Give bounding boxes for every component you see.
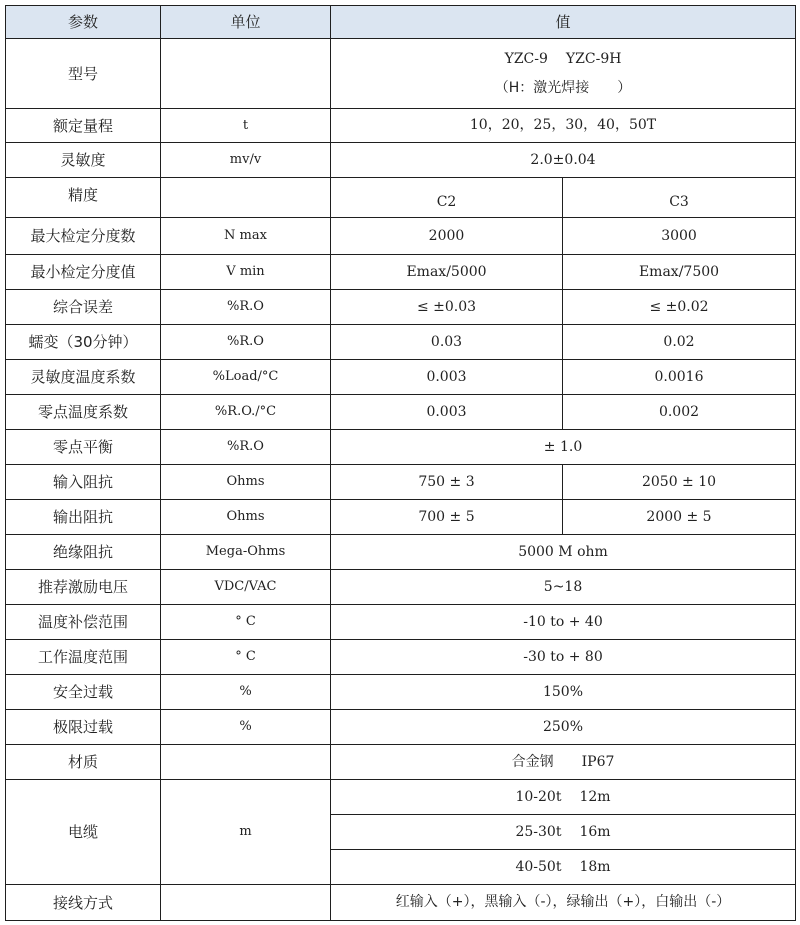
input-res-c2: 750 ± 3: [331, 465, 563, 500]
zero-temp-c3: 0.002: [563, 395, 796, 430]
output-res-c2: 700 ± 5: [331, 500, 563, 535]
header-row: [6, 6, 796, 39]
max-div-label: 最大检定分度数: [6, 218, 161, 255]
cable-unit: m: [161, 780, 331, 885]
accuracy-label: 精度: [6, 178, 161, 218]
wiring-label: 接线方式: [6, 885, 161, 921]
min-div-unit: V min: [161, 255, 331, 290]
material-unit: [161, 745, 331, 780]
cable-label: 电缆: [6, 780, 161, 885]
safe-overload-label: 安全过载: [6, 675, 161, 710]
cable-len-2: 16m: [579, 823, 611, 840]
input-res-unit: Ohms: [161, 465, 331, 500]
row-safe-overload: [6, 675, 796, 710]
model-name-b: YZC-9H: [565, 50, 622, 67]
zero-balance-unit: %R.O: [161, 430, 331, 465]
cable-range-1: 10-20t: [515, 788, 562, 805]
temp-sens-c3: 0.0016: [563, 360, 796, 395]
row-ult-overload: [6, 710, 796, 745]
row-material: [6, 745, 796, 780]
zero-temp-label: 零点温度系数: [6, 395, 161, 430]
sensitivity-unit: mv/v: [161, 143, 331, 178]
input-res-label: 输入阻抗: [6, 465, 161, 500]
excitation-label: 推荐激励电压: [6, 570, 161, 605]
wiring-unit: [161, 885, 331, 921]
safe-overload-value: 150%: [331, 675, 796, 710]
row-zero-balance: [6, 430, 796, 465]
material-label: 材质: [6, 745, 161, 780]
model-value: [331, 39, 796, 109]
row-cable-1: [6, 780, 796, 815]
ult-overload-value: 250%: [331, 710, 796, 745]
excitation-unit: VDC/VAC: [161, 570, 331, 605]
zero-balance-value: ± 1.0: [331, 430, 796, 465]
min-div-c3: Emax/7500: [563, 255, 796, 290]
row-output-res: [6, 500, 796, 535]
model-unit: [161, 39, 331, 109]
creep-c2: 0.03: [331, 325, 563, 360]
combined-error-c2: ≤ ±0.03: [331, 290, 563, 325]
accuracy-unit: [161, 178, 331, 218]
temp-sens-unit: %Load/°C: [161, 360, 331, 395]
header-unit: 单位: [161, 6, 331, 39]
accuracy-c3: C3: [563, 178, 796, 218]
model-line-1: [331, 51, 795, 68]
row-insulation: [6, 535, 796, 570]
combined-error-label: 综合误差: [6, 290, 161, 325]
cable-range-2: 25-30t: [515, 823, 562, 840]
comp-temp-label: 温度补偿范围: [6, 605, 161, 640]
model-line-2: （H：激光焊接 ）: [494, 79, 632, 96]
rated-range-value: 10，20，25，30，40，50T: [331, 109, 796, 143]
spec-table: [5, 5, 796, 921]
sensitivity-label: 灵敏度: [6, 143, 161, 178]
excitation-value: 5~18: [331, 570, 796, 605]
comp-temp-unit: ° C: [161, 605, 331, 640]
insulation-label: 绝缘阻抗: [6, 535, 161, 570]
row-min-div: [6, 255, 796, 290]
row-model: [6, 39, 796, 109]
zero-temp-c2: 0.003: [331, 395, 563, 430]
model-name-a: YZC-9: [504, 50, 548, 67]
row-zero-temp: [6, 395, 796, 430]
header-value: 值: [331, 6, 796, 39]
safe-overload-unit: %: [161, 675, 331, 710]
ult-overload-label: 极限过载: [6, 710, 161, 745]
material-value: [331, 745, 796, 780]
min-div-c2: Emax/5000: [331, 255, 563, 290]
cable-range-3: 40-50t: [515, 858, 562, 875]
output-res-label: 输出阻抗: [6, 500, 161, 535]
insulation-value: 5000 M ohm: [331, 535, 796, 570]
op-temp-label: 工作温度范围: [6, 640, 161, 675]
zero-balance-label: 零点平衡: [6, 430, 161, 465]
row-combined-error: [6, 290, 796, 325]
input-res-c3: 2050 ± 10: [563, 465, 796, 500]
row-op-temp: [6, 640, 796, 675]
cable-len-3: 18m: [579, 858, 611, 875]
output-res-c3: 2000 ± 5: [563, 500, 796, 535]
comp-temp-value: -10 to + 40: [331, 605, 796, 640]
row-rated-range: [6, 109, 796, 143]
max-div-c3: 3000: [563, 218, 796, 255]
combined-error-unit: %R.O: [161, 290, 331, 325]
creep-unit: %R.O: [161, 325, 331, 360]
max-div-c2: 2000: [331, 218, 563, 255]
temp-sens-c2: 0.003: [331, 360, 563, 395]
max-div-unit: N max: [161, 218, 331, 255]
row-creep: [6, 325, 796, 360]
wiring-value: 红输入（+），黑输入（-），绿输出（+），白输出（-）: [331, 885, 796, 921]
row-accuracy: [6, 178, 796, 218]
min-div-label: 最小检定分度值: [6, 255, 161, 290]
row-comp-temp: [6, 605, 796, 640]
row-input-res: [6, 465, 796, 500]
material-name: 合金钢: [511, 753, 554, 770]
cable-row-3: [331, 850, 796, 885]
material-ip: IP67: [581, 753, 615, 770]
row-sensitivity: [6, 143, 796, 178]
model-label: 型号: [6, 39, 161, 109]
row-max-div: [6, 218, 796, 255]
op-temp-value: -30 to + 80: [331, 640, 796, 675]
cable-len-1: 12m: [579, 788, 611, 805]
row-temp-sens: [6, 360, 796, 395]
header-param: 参数: [6, 6, 161, 39]
combined-error-c3: ≤ ±0.02: [563, 290, 796, 325]
cable-row-1: [331, 780, 796, 815]
creep-label: 蠕变（30分钟）: [6, 325, 161, 360]
temp-sens-label: 灵敏度温度系数: [6, 360, 161, 395]
op-temp-unit: ° C: [161, 640, 331, 675]
rated-range-unit: t: [161, 109, 331, 143]
zero-temp-unit: %R.O./°C: [161, 395, 331, 430]
creep-c3: 0.02: [563, 325, 796, 360]
sensitivity-value: 2.0±0.04: [331, 143, 796, 178]
row-excitation: [6, 570, 796, 605]
rated-range-label: 额定量程: [6, 109, 161, 143]
insulation-unit: Mega-Ohms: [161, 535, 331, 570]
ult-overload-unit: %: [161, 710, 331, 745]
accuracy-c2: C2: [331, 178, 563, 218]
row-wiring: [6, 885, 796, 921]
output-res-unit: Ohms: [161, 500, 331, 535]
cable-row-2: [331, 815, 796, 850]
